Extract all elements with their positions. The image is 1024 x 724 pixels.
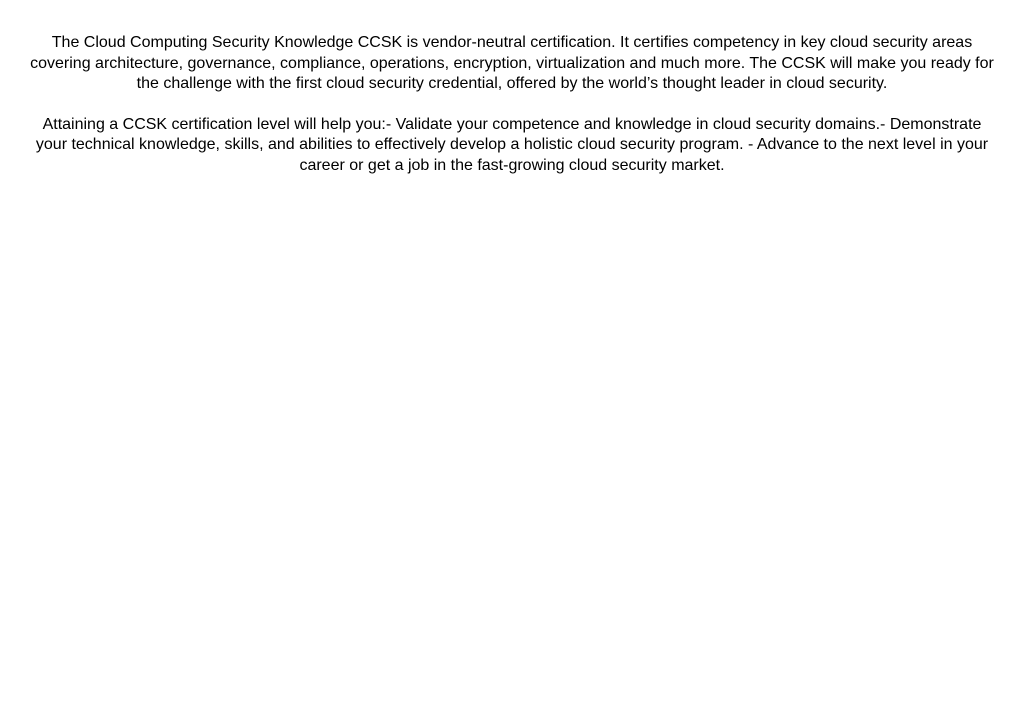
benefits-paragraph: Attaining a CCSK certification level will help you:- Validate your competence and knowledge in cloud security domains.- Demonstrate your technical knowledge, skills, and abilities to effectively develop a holistic cloud security program. - Advance to the next level in your career or get a job in the fast-growing cloud security market. xyxy=(35,115,989,174)
intro-paragraph: The Cloud Computing Security Knowledge CCSK is vendor-neutral certification. It certifies competency in key cloud security areas covering architecture, governance, compliance, operations, encryption, virtualization and much more. The CCSK will make you ready for the challenge with the first cloud security credential, offered by the world’s thought leader in cloud security. xyxy=(30,34,994,92)
